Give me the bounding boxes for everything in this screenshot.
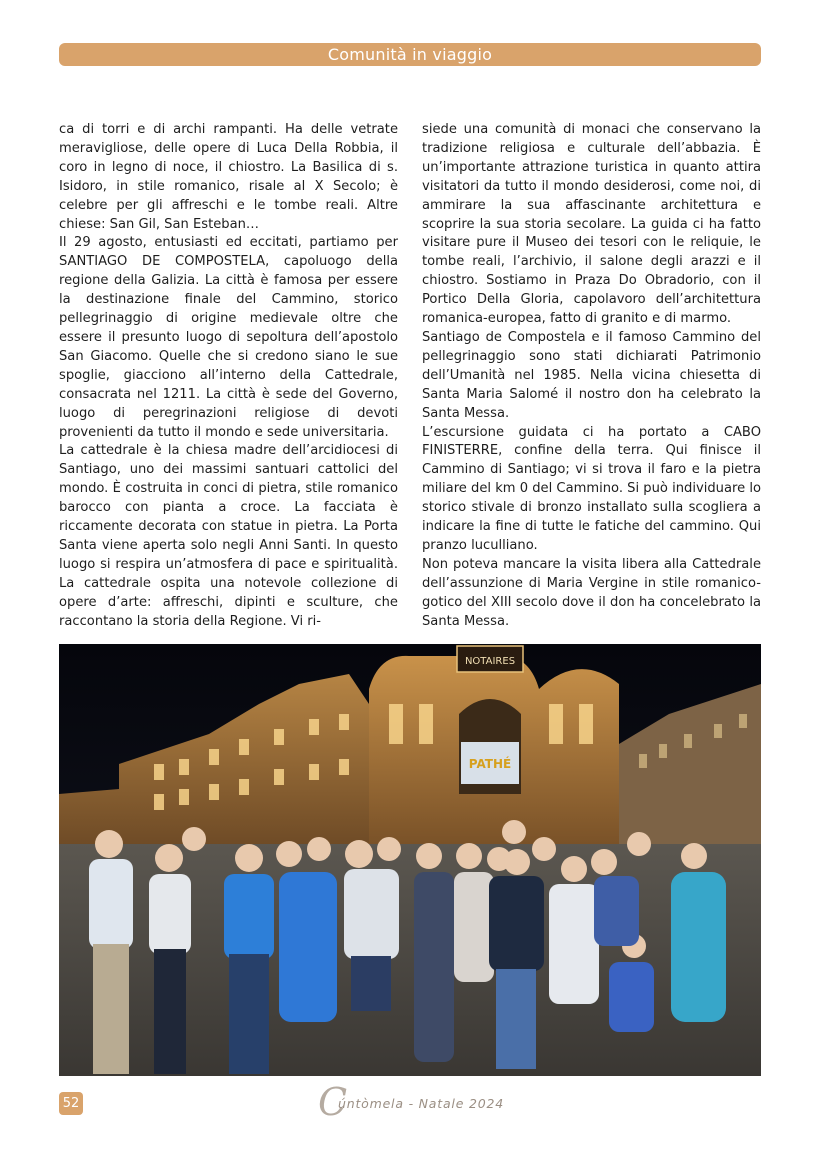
- publication-logo: [318, 1080, 518, 1124]
- paragraph: L’escursione guidata ci ha portato a CABO FINISTERRE, confine della terra. Qui finisce il Cammino di Santiago; vi si trova il faro e la pietra miliare del km 0 del Cammino. Si può individuare lo storico stivale di bronzo installato sulla scogliera a indicare la fine di tutte le fatiche del cammino. Qui pranzo luculliano.: [422, 424, 761, 553]
- notaires-sign: NOTAIRES: [464, 656, 516, 667]
- paragraph: Santiago de Compostela e il famoso Cammino del pellegrinaggio sono stati dichiarati Patrimonio dell’Umanità nel 1985. Nella vicina chiesetta di Santa Maria Salomé il nostro don ha celebrato la Santa Messa.: [422, 329, 761, 421]
- paragraph: siede una comunità di monaci che conservano la tradizione religiosa e culturale dell’abbazia. È un’importante attrazione turistica in quanto attira visitatori da tutto il mondo desiderosi, come noi, di ammirare la sua affascinante architettura e scoprire la sua storia secolare. La guida ci ha fatto visitare pure il Museo dei tesori con le reliquie, le tombe reali, l’archivio, il salone degli arazzi e il chiostro. Sostiamo in Praza Do Obradorio, con il Portico Della Gloria, capolavoro dell’architettura romanica-europea, fatto di granito e di marmo.: [422, 122, 761, 327]
- paragraph: Il 29 agosto, entusiasti ed eccitati, partiamo per SANTIAGO DE COMPOSTELA, capoluogo della regione della Galizia. La città è famosa per essere la destinazione finale del Cammino, storico pellegrinaggio di origine medievale oltre che essere il presunto luogo di sepoltura dell’apostolo San Giacomo. Quelle che si credono siano le sue spoglie, giacciono all’interno della Cattedrale, consacrata nel 1211. La città è sede del Governo, luogo di peregrinazioni religiose di devoti provenienti da tutto il mondo e sede universitaria.: [59, 235, 398, 440]
- publication-name: úntòmela - Natale 2024: [338, 1096, 504, 1111]
- group-photo-illustration: [59, 644, 761, 1076]
- paragraph: ca di torri e di archi rampanti. Ha delle vetrate meravigliose, delle opere di Luca Della Robbia, il coro in legno di noce, il chiostro. La Basilica di s. Isidoro, in stile romanico, risale al X Secolo; è celebre per gli affreschi e le tombe reali. Altre chiese: San Gil, San Esteban…: [59, 122, 398, 232]
- paragraph: Non poteva mancare la visita libera alla Cattedrale dell’assunzione di Maria Vergine in stile romanico-gotico del XIII secolo dove il don ha concelebrato la Santa Messa.: [422, 556, 761, 629]
- page-number: 52: [62, 1096, 80, 1111]
- paragraph: La cattedrale è la chiesa madre dell’arcidiocesi di Santiago, uno dei massimi santuari cattolici del mondo. È costruita in conci di pietra, stile romanico barocco con pianta a croce. La facciata è riccamente decorata con statue in pietra. La Porta Santa viene aperta solo negli Anni Santi. In questo luogo si respira un’atmosfera di pace e spiritualità. La cattedrale ospita una notevole collezione di opere d’arte: affreschi, dipinti e sculture, che raccontano la storia della Regione. Vi ri-: [59, 443, 398, 629]
- page-number-badge: [59, 1092, 83, 1115]
- article-column-right: [422, 121, 761, 631]
- article-column-left: [59, 121, 398, 631]
- screen-sign: PATHÉ: [468, 757, 512, 771]
- group-photo: [59, 644, 761, 1076]
- section-title: Comunità in viaggio: [327, 45, 493, 64]
- logo-initial: C: [318, 1080, 348, 1124]
- section-header: [59, 43, 761, 66]
